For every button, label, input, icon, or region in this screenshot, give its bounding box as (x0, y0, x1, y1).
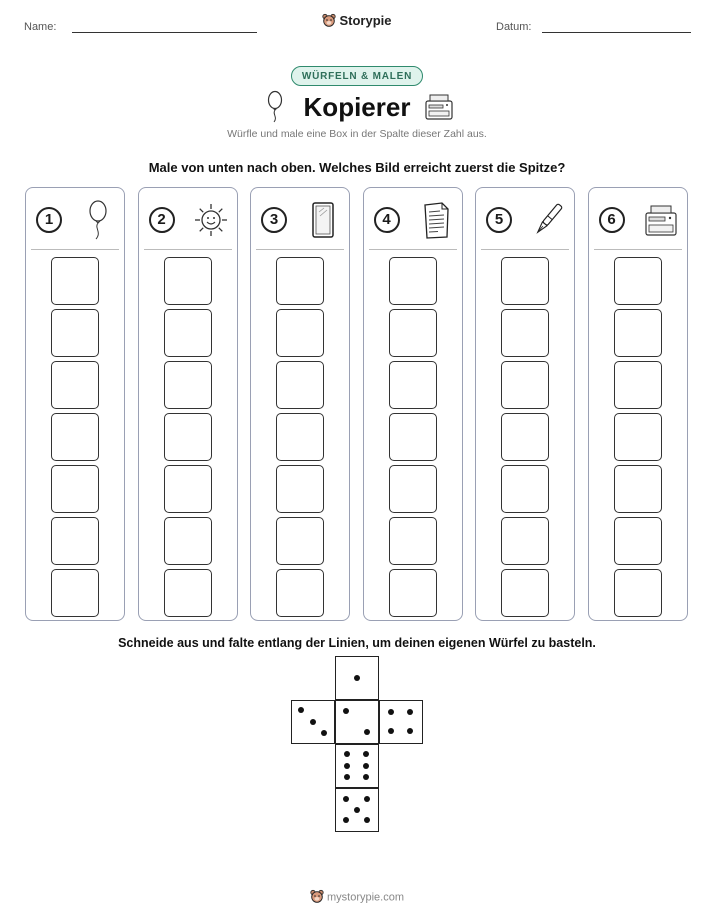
category-badge: WÜRFELN & MALEN (0, 66, 714, 86)
color-box[interactable] (51, 569, 99, 617)
color-box[interactable] (164, 569, 212, 617)
game-instruction: Male von unten nach oben. Welches Bild erreicht zuerst die Spitze? (148, 160, 566, 175)
color-box[interactable] (501, 361, 549, 409)
footer-url: mystorypie.com (326, 891, 405, 904)
color-box[interactable] (164, 361, 212, 409)
color-box[interactable] (164, 413, 212, 461)
dice-pip (364, 796, 370, 802)
color-box[interactable] (164, 309, 212, 357)
dice-pip (344, 751, 350, 757)
color-box[interactable] (389, 517, 437, 565)
bear-icon (322, 13, 336, 30)
color-box[interactable] (614, 309, 662, 357)
color-box[interactable] (389, 569, 437, 617)
date-label: Datum: (496, 21, 532, 33)
color-box[interactable] (614, 361, 662, 409)
color-box[interactable] (501, 465, 549, 513)
color-box[interactable] (51, 309, 99, 357)
tablet-icon (305, 200, 341, 240)
brand-name: Storypie (339, 13, 392, 28)
color-box[interactable] (501, 257, 549, 305)
dice-pip (407, 728, 413, 734)
page-title: Kopierer (303, 92, 411, 122)
color-box[interactable] (614, 465, 662, 513)
dice-pip (310, 719, 316, 725)
color-box[interactable] (164, 465, 212, 513)
column-number: 4 (374, 207, 400, 233)
color-box[interactable] (614, 517, 662, 565)
column-divider (31, 249, 119, 250)
date-line[interactable] (542, 32, 691, 33)
dice-pip (344, 774, 350, 780)
column-number: 3 (261, 207, 287, 233)
fountain-pen-icon (530, 200, 566, 240)
color-box[interactable] (389, 465, 437, 513)
dice-pip (364, 729, 370, 735)
column-divider (369, 249, 457, 250)
color-box[interactable] (276, 309, 324, 357)
column-number: 1 (36, 207, 62, 233)
dice-pip (363, 751, 369, 757)
color-box[interactable] (276, 517, 324, 565)
dice-pip (343, 817, 349, 823)
dice-face-1 (335, 656, 379, 700)
dice-pip (363, 763, 369, 769)
column-number: 2 (149, 207, 175, 233)
cut-instruction: Schneide aus und falte entlang der Linien, um deinen eigenen Würfel zu basteln. (118, 636, 596, 650)
name-label: Name: (24, 21, 57, 33)
color-box[interactable] (276, 569, 324, 617)
dice-face-6 (335, 744, 379, 788)
dice-pip (388, 709, 394, 715)
column-2 (138, 187, 238, 621)
color-box[interactable] (51, 361, 99, 409)
column-divider (256, 249, 344, 250)
dice-pip (354, 807, 360, 813)
color-box[interactable] (164, 517, 212, 565)
color-box[interactable] (389, 413, 437, 461)
color-box[interactable] (51, 257, 99, 305)
paper-icon (418, 200, 454, 240)
page-subtitle: Würfle und male eine Box in der Spalte dieser Zahl aus. (227, 128, 487, 140)
column-6 (588, 187, 688, 621)
dice-pip (354, 675, 360, 681)
color-box[interactable] (614, 569, 662, 617)
name-line[interactable] (72, 32, 257, 33)
column-number: 5 (486, 207, 512, 233)
color-box[interactable] (389, 361, 437, 409)
dice-pip (298, 707, 304, 713)
color-box[interactable] (501, 309, 549, 357)
color-box[interactable] (276, 257, 324, 305)
copier-icon (643, 200, 679, 240)
color-box[interactable] (276, 413, 324, 461)
color-box[interactable] (501, 517, 549, 565)
column-divider (481, 249, 569, 250)
dice-pip (364, 817, 370, 823)
brand-logo (0, 13, 714, 30)
color-box[interactable] (614, 257, 662, 305)
column-number: 6 (599, 207, 625, 233)
dice-pip (343, 708, 349, 714)
bear-icon (310, 889, 324, 906)
color-box[interactable] (614, 413, 662, 461)
color-box[interactable] (164, 257, 212, 305)
color-box[interactable] (51, 517, 99, 565)
color-box[interactable] (51, 465, 99, 513)
column-5 (475, 187, 575, 621)
column-divider (594, 249, 682, 250)
sun-icon (193, 200, 229, 240)
color-box[interactable] (276, 465, 324, 513)
footer (0, 889, 714, 906)
dice-face-3 (291, 700, 335, 744)
color-box[interactable] (501, 413, 549, 461)
color-box[interactable] (51, 413, 99, 461)
dice-face-2 (335, 700, 379, 744)
color-box[interactable] (389, 257, 437, 305)
dice-pip (343, 796, 349, 802)
dice-pip (407, 709, 413, 715)
color-box[interactable] (501, 569, 549, 617)
dice-face-4 (379, 700, 423, 744)
column-4 (363, 187, 463, 621)
dice-pip (321, 730, 327, 736)
copier-icon (423, 92, 455, 122)
column-divider (144, 249, 232, 250)
balloon-icon (80, 200, 116, 240)
column-1 (25, 187, 125, 621)
column-3 (250, 187, 350, 621)
dice-pip (344, 763, 350, 769)
color-box[interactable] (389, 309, 437, 357)
dice-pip (363, 774, 369, 780)
color-box[interactable] (276, 361, 324, 409)
dice-pip (388, 728, 394, 734)
dice-face-5 (335, 788, 379, 832)
